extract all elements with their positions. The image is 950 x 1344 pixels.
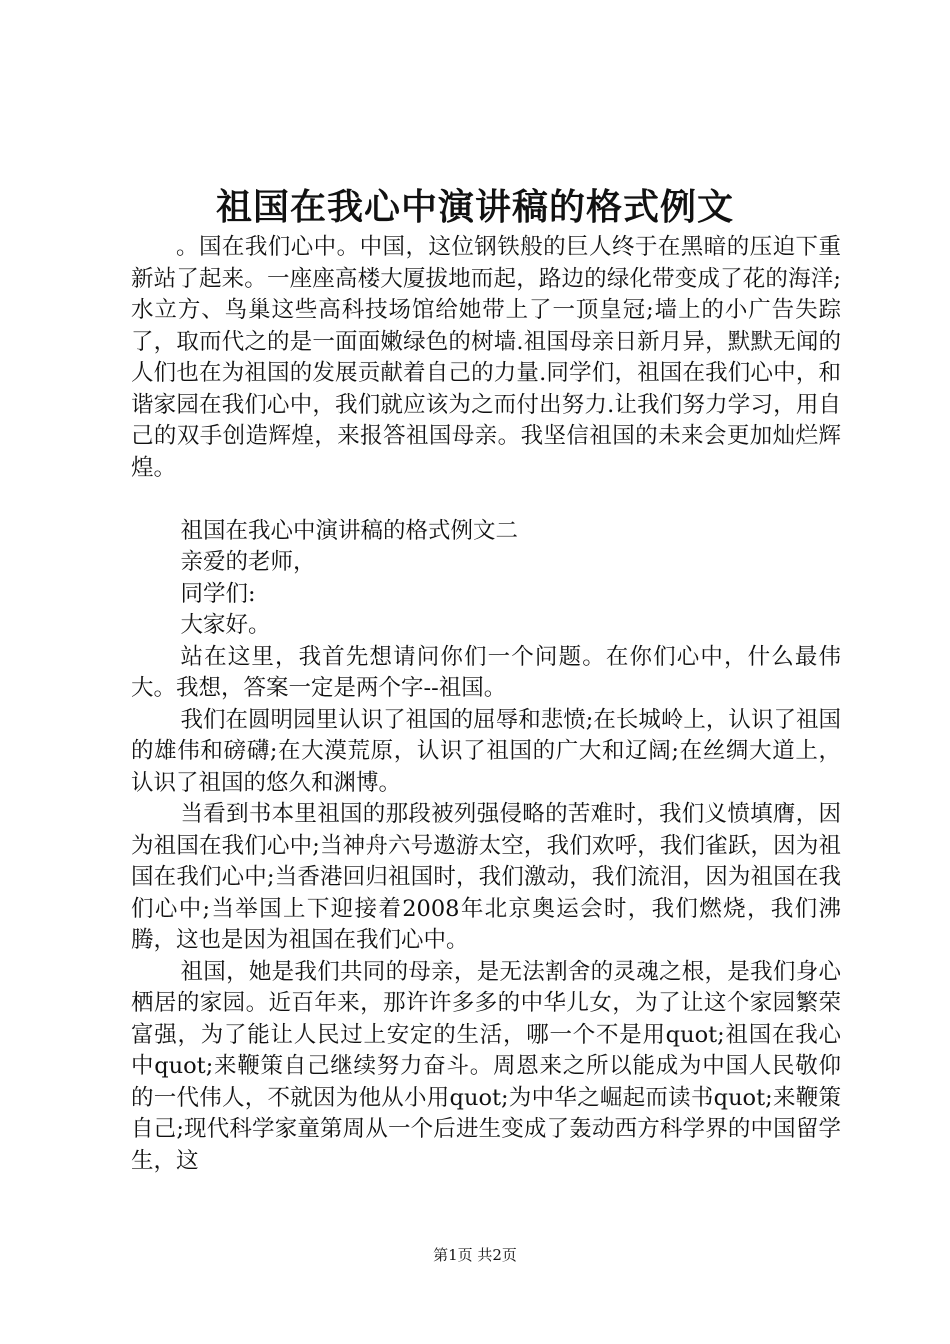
paragraph-spacer (131, 484, 841, 516)
page-number-footer: 第1页 共2页 (433, 1246, 517, 1264)
greeting: 大家好。 (180, 612, 271, 638)
salutation-teachers: 亲爱的老师， (180, 549, 316, 575)
section-heading: 祖国在我心中演讲稿的格式例文二 (180, 517, 519, 544)
document-body (131, 232, 841, 1177)
document-title: 祖国在我心中演讲稿的格式例文 (215, 186, 734, 228)
paragraph-1: 。国在我们心中。中国，这位钢铁般的巨人终于在黑暗的压迫下重新站了起来。一座座高楼大厦拔地而起，路边的绿化带变成了花的海洋;水立方、鸟巢这些高科技场馆给她带上了一顶皇冠;墙上的小广告失踪了，取而代之的是一面面嫩绿色的树墙.祖国母亲日新月异，默默无闻的人们也在为祖国的发展贡献着自己的力量.同学们，祖国在我们心中，和谐家园在我们心中，我们就应该为之而付出努力.让我们努力学习，用自己的双手创造辉煌，来报答祖国母亲。我坚信祖国的未来会更加灿烂辉煌。 (131, 234, 841, 481)
paragraph-4: 当看到书本里祖国的那段被列强侵略的苦难时，我们义愤填膺，因为祖国在我们心中;当神舟六号遨游太空，我们欢呼，我们雀跃，因为祖国在我们心中;当香港回归祖国时，我们激动，我们流泪，因为祖国在我们心中;当举国上下迎接着2008年北京奥运会时，我们燃烧，我们沸腾，这也是因为祖国在我们心中。 (131, 801, 841, 953)
paragraph-2: 站在这里，我首先想请问你们一个问题。在你们心中，什么最伟大。我想，答案一定是两个字--祖国。 (131, 643, 841, 701)
paragraph-3: 我们在圆明园里认识了祖国的屈辱和悲愤;在长城岭上，认识了祖国的雄伟和磅礴;在大漠荒原，认识了祖国的广大和辽阔;在丝绸大道上，认识了祖国的悠久和渊博。 (131, 706, 841, 796)
salutation-students: 同学们: (180, 580, 256, 607)
paragraph-5: 祖国，她是我们共同的母亲，是无法割舍的灵魂之根，是我们身心栖居的家园。近百年来，那许许多多的中华儿女，为了让这个家园繁荣富强，为了能让人民过上安定的生活，哪一个不是用quot;祖国在我心中quot;来鞭策自己继续努力奋斗。周恩来之所以能成为中国人民敬仰的一代伟人，不就因为他从小用quot;为中华之崛起而读书quot;来鞭策自己;现代科学家童第周从一个后进生变成了轰动西方科学界的中国留学生，这 (131, 958, 841, 1174)
